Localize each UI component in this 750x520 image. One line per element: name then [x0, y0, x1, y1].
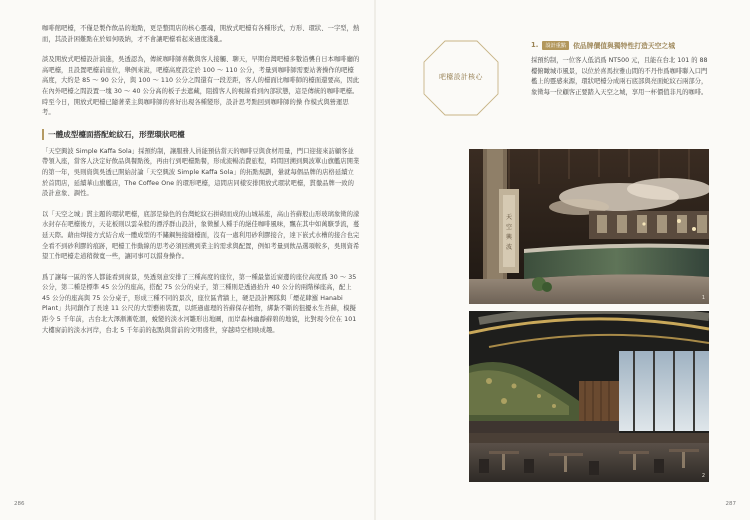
svg-text:空: 空: [505, 224, 513, 231]
design-point-number: 1.: [531, 41, 539, 49]
book-gutter: [374, 0, 376, 520]
page-number-right: 287: [725, 501, 736, 507]
ring-bar-paragraph: 以「天空之城」貫主題的環狀吧檯，底部是綠色的台灣蛇紋石拼砌而成的山城基座，高山苔蘚般山形玻璃象徵的濛水封存在吧檯後方，天花板則以雲朵般的漂浮群山設計，象徵羅人種手的絕佳咖啡風味，飄在其中如萬駭爭流，蔓延天際。藉由焊接方式結合成一體成型的不鏽鋼無接縫檯面，沒有一處利用砂利膠接合，達下嵌式水槽的接合也完全看不到砂利膠的痕跡，吧檯工作動線的思考必須回溯到業主的需求與配置，例如考量到飲品選項較多，吳則資希望工作吧檯走道稍微寬一些，讓同事可以錯身操作。: [42, 210, 360, 261]
heading-accent-bar: [42, 129, 44, 140]
svg-text:興: 興: [505, 234, 513, 241]
badge-label: 吧檯設計核心: [439, 73, 483, 81]
seating-area-photo: [469, 311, 709, 482]
left-page-column: [42, 24, 360, 346]
bar-interior-illustration: [469, 149, 709, 304]
reservation-paragraph: 「天空興波 Simple Kaffa Sola」採預約制，讓服務人員能預估當天的咖啡豆與食材用量，門口迎接來訪顧客並帶領入座，當客人決定好飲品與餐點後，再由行到吧檯點餐，形成流暢消費旅程，時間回溯到興波單山旗艦店開業的第一年，吳則資與吳透已開始討論「天空興波 Simple Kaffa Sola」的拓點規劃，暈就每個品牌的店格延續立於首間店，延續華山旗艦店，The Coffee One 的環形吧檯，這間店同樣安排開放式環狀吧檯，貫徹品牌一致的設計意象、調性。: [42, 147, 360, 198]
seating-area-illustration: [469, 311, 709, 482]
svg-text:天: 天: [505, 214, 513, 221]
bar-evolution-paragraph: 談及開放式吧檯設計演進，吳透認為，傳統咖啡師喜歡與客人接觸、聊天，早期台灣吧檯多數沿襲自日本咖啡廳的高吧檯，且設置吧檯前座位，舉例來說，吧檯高度設定於 100 ～ 110 公分，考量到咖啡師需要站著操作的吧檯高度，大約是 85 ～ 90 公分，與 100 ～ 110 公分之間還有一段差距，客人的檯面比咖啡師的檯面還要高，因此在內外吧檯之間設置一塊 30 ～ 40 公分高的板子去遮藏，阻擋客人的視線看到內部狀態，這是傳統的咖啡吧檯。時至今日，開放式吧檯已隨著業主與咖啡師的喜好出現各種變形，設計思考點回到咖啡師的操 作模式與營運思考。: [42, 56, 360, 117]
section-heading-title: 一體成型檯面搭配蛇紋石，形塑環狀吧檯: [48, 129, 185, 139]
seating-paragraph: 爲了讓每一區的客人都能看到窗景，吳透刻意安排了三種高度的座位，第一種最靠近窗邊的座位高度爲 30 ～ 35 公分，第二種是標準 45 公分的座高，搭配 75 公分的桌子，第三種則是透過抬升 40 公分的兩階梯座高，配上 45 公分的座高與 75 公分桌子，形成三種不同的景次，座位區背牆上，硬是設計團隊與「煙花肆羅 Hanabi Plant」共同創作了長達 11 公尺的大型藝術裝置，以經過處理的苔蘚保存植物，綁紮不斷的狙擾永生苔蘚，模擬距今 5 千年前，古台北大澤漸漸乾涸，蛻變的淡水河雛形出地圖，而岸森林幽靜蘚碧的地貌，比對現今位在 101 大樓窗前的淡水河岸，台北 5 千年前的起點與當前的文明盛世，穿越時空相映成趣。: [42, 273, 357, 334]
photo1-number: 1: [701, 295, 705, 301]
design-point-text: 採預約制，一位客人低消爲 NT500 元，且能在台北 101 的 88 樓俯瞰城市風景，以位於喜馬拉雅山間的不丹作爲咖啡聯入口門檻上的靈感來源，環狀吧檯分成兩石底部與亮面蛇紋石兩部分，象徵每一位顧客正要踏入天空之城，享用一杯價值非凡的咖啡。: [531, 57, 708, 96]
page-number-left: 286: [14, 501, 25, 507]
photo2-number: 2: [701, 473, 705, 479]
design-point-title: 依品牌價值與獨特性打造天空之城: [573, 42, 676, 50]
design-point-tag: 設計重點: [542, 41, 569, 50]
svg-text:波: 波: [505, 244, 513, 251]
section-heading: [42, 129, 360, 140]
intro-paragraph: 咖啡館吧檯，不僅是製作飲品的地點，更是整間店的核心靈魂，開放式吧檯有各種形式，方形、環狀、一字型，熱而，其設計困難點在於如何吸納，才不會讓吧檯看起來過度淺亂。: [42, 25, 360, 43]
design-point-header: [531, 40, 716, 50]
bar-interior-photo: [469, 149, 709, 304]
